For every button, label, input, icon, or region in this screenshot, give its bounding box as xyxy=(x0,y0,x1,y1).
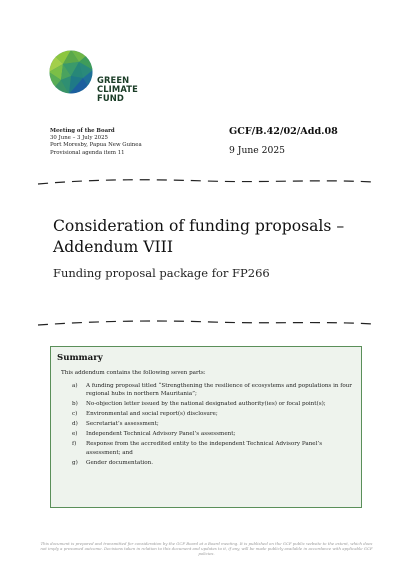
summary-list xyxy=(72,382,357,469)
list-item-text: A funding proposal titled “Strengthening the resilience of ecosystems and populations in four regional hubs in northern Mauritania”; xyxy=(86,383,352,398)
page-title: Consideration of funding proposals – Addendum VIII xyxy=(53,217,345,256)
list-item-text: Secretariat’s assessment; xyxy=(86,421,159,428)
meeting-info xyxy=(50,128,142,157)
summary-heading: Summary xyxy=(57,353,103,363)
wave-divider-bottom xyxy=(36,319,375,327)
list-item-text: Environmental and social report(s) disclosure; xyxy=(86,411,218,418)
list-item xyxy=(72,410,357,418)
logo-wordmark xyxy=(97,76,138,104)
list-item xyxy=(72,459,357,467)
list-marker: f) xyxy=(72,441,77,448)
list-marker: c) xyxy=(72,411,78,418)
page-subtitle: Funding proposal package for FP266 xyxy=(53,266,270,280)
list-item xyxy=(72,420,357,428)
list-marker: b) xyxy=(72,401,78,408)
list-item-text: Gender documentation. xyxy=(86,459,153,466)
document-reference: GCF/B.42/02/Add.08 xyxy=(229,126,338,137)
list-marker: a) xyxy=(72,383,78,389)
globe-logo-icon xyxy=(49,50,93,94)
list-item-text: Independent Technical Advisory Panel’s assessment; xyxy=(86,431,236,438)
document-date: 9 June 2025 xyxy=(229,145,286,156)
list-item-text: Response from the accredited entity to the independent Technical Advisory Panel’s assessment; and xyxy=(86,441,323,456)
meeting-title: Meeting of the Board xyxy=(50,128,115,134)
logo-line-climate: CLIMATE xyxy=(97,84,138,95)
logo-line-fund: FUND xyxy=(97,93,124,104)
list-item-text: No-objection letter issued by the national designated authority(ies) or focal point(s); xyxy=(86,401,326,408)
list-item xyxy=(72,440,357,457)
list-item xyxy=(72,400,357,408)
summary-intro: This addendum contains the following seven parts: xyxy=(61,370,206,376)
list-marker: g) xyxy=(72,459,78,466)
meeting-dates: 30 June – 3 July 2025 xyxy=(50,135,108,142)
gcf-logo xyxy=(49,50,144,110)
logo-line-green: GREEN xyxy=(97,75,130,85)
footer-disclaimer: This document is prepared and transmitted for consideration by the GCF Board at a Board meeting. It is published on the GCF public website to the extent, which does not imply a presumed outcome. Decisions taken in relation to this document and updates to it, if any, will be made publicly available in accordance with applicable GCF policies. xyxy=(40,541,373,557)
agenda-item: Provisional agenda item 11 xyxy=(50,149,125,156)
wave-divider-top xyxy=(36,178,375,186)
list-item xyxy=(72,430,357,438)
list-marker: e) xyxy=(72,431,78,438)
list-marker: d) xyxy=(72,421,78,428)
summary-box xyxy=(50,346,362,508)
meeting-location: Port Moresby, Papua New Guinea xyxy=(50,142,142,149)
list-item xyxy=(72,382,357,399)
